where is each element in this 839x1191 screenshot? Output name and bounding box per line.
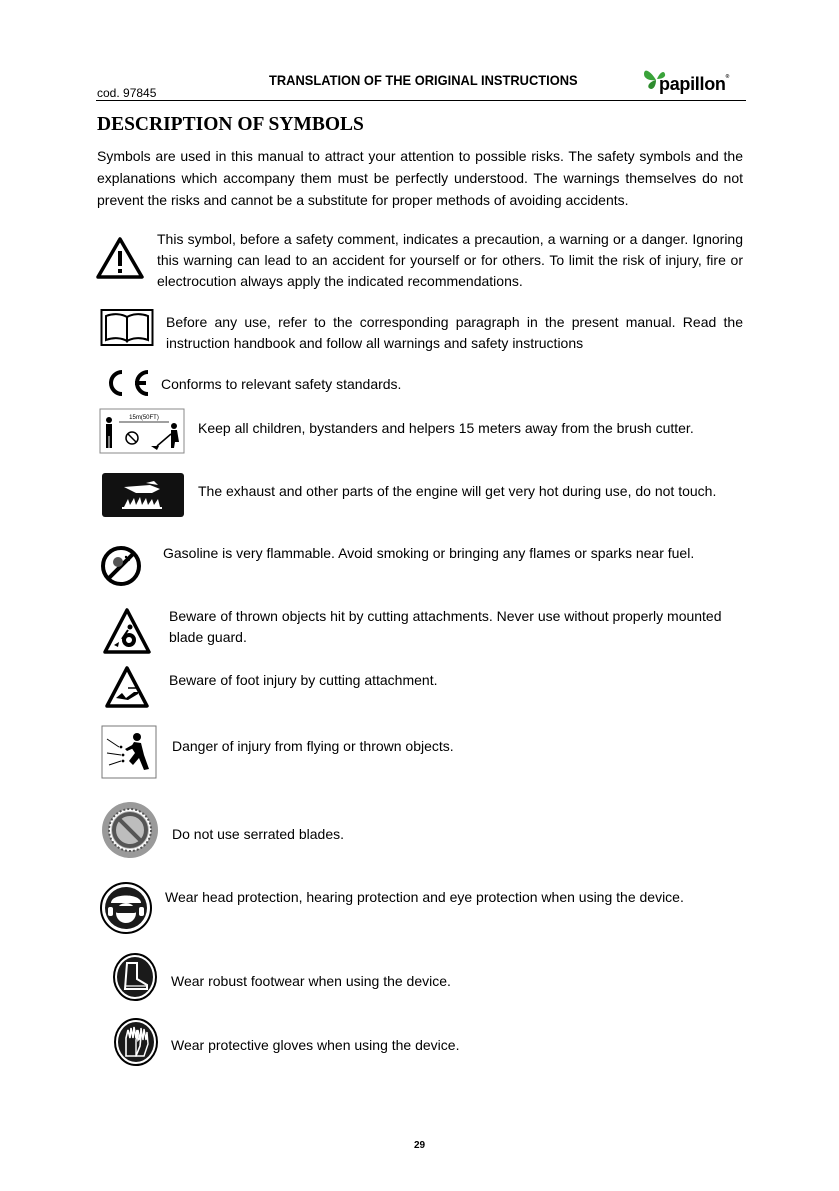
symbol-text-foot: Beware of foot injury by cutting attachment. [169, 672, 438, 688]
footwear-icon [113, 953, 157, 1001]
logo-registered-mark: ® [725, 74, 729, 80]
symbol-text-gasoline: Gasoline is very flammable. Avoid smoking or bringing any flames or sparks near fuel. [163, 545, 695, 561]
symbol-text-warning: This symbol, before a safety comment, indicates a precaution, a warning or a danger. Ignoring this warning can lead to an accident for yourself or for others. To limit the risk of injury, fire or electrocution always apply the indicated recommendations. [157, 231, 743, 289]
symbol-text-flying: Danger of injury from flying or thrown objects. [172, 738, 454, 754]
distance-15m-icon [99, 408, 185, 454]
symbol-text-thrown: Beware of thrown objects hit by cutting attachments. Never use without properly mounted blade guard. [169, 608, 722, 645]
symbol-text-gloves: Wear protective gloves when using the device. [171, 1037, 460, 1053]
logo-wordmark [659, 74, 729, 95]
symbol-text-footwear: Wear robust footwear when using the device. [171, 973, 451, 989]
symbol-text-head: Wear head protection, hearing protection and eye protection when using the device. [165, 889, 684, 905]
symbol-text-serrated: Do not use serrated blades. [172, 826, 344, 842]
intro-paragraph: Symbols are used in this manual to attract your attention to possible risks. The safety symbols and the explanations which accompany them must be perfectly understood. The warnings themselves do not prevent the risks and cannot be a substitute for proper methods of avoiding accidents. [97, 148, 743, 208]
gloves-icon [114, 1018, 158, 1066]
ce-mark-icon [100, 369, 152, 397]
papillon-logo [642, 64, 742, 96]
flying-objects-icon [101, 725, 157, 779]
symbol-text-hot: The exhaust and other parts of the engine will get very hot during use, do not touch. [198, 483, 717, 499]
no-smoking-icon [100, 545, 142, 587]
warning-triangle-icon [95, 236, 145, 280]
symbol-text-ce: Conforms to relevant safety standards. [161, 376, 402, 392]
header-divider [96, 100, 746, 101]
foot-injury-warning-icon [104, 665, 150, 709]
section-title: DESCRIPTION OF SYMBOLS [97, 114, 364, 135]
distance-label: 15m(50FT) [129, 415, 159, 421]
hot-surface-icon [102, 473, 184, 517]
open-book-icon [100, 307, 154, 347]
page-number: 29 [413, 1140, 426, 1151]
symbol-text-distance: Keep all children, bystanders and helpers 15 meters away from the brush cutter. [198, 420, 694, 436]
symbol-text-manual: Before any use, refer to the corresponding paragraph in the present manual. Read the instruction handbook and follow all warnings and safety instructions [166, 314, 743, 351]
logo-text: papillon [659, 74, 726, 94]
header-title: TRANSLATION OF THE ORIGINAL INSTRUCTIONS [269, 72, 578, 88]
document-code: cod. 97845 [97, 86, 157, 100]
head-protection-icon [99, 881, 153, 935]
thrown-objects-warning-icon [102, 607, 152, 655]
no-serrated-blades-icon [101, 801, 159, 859]
